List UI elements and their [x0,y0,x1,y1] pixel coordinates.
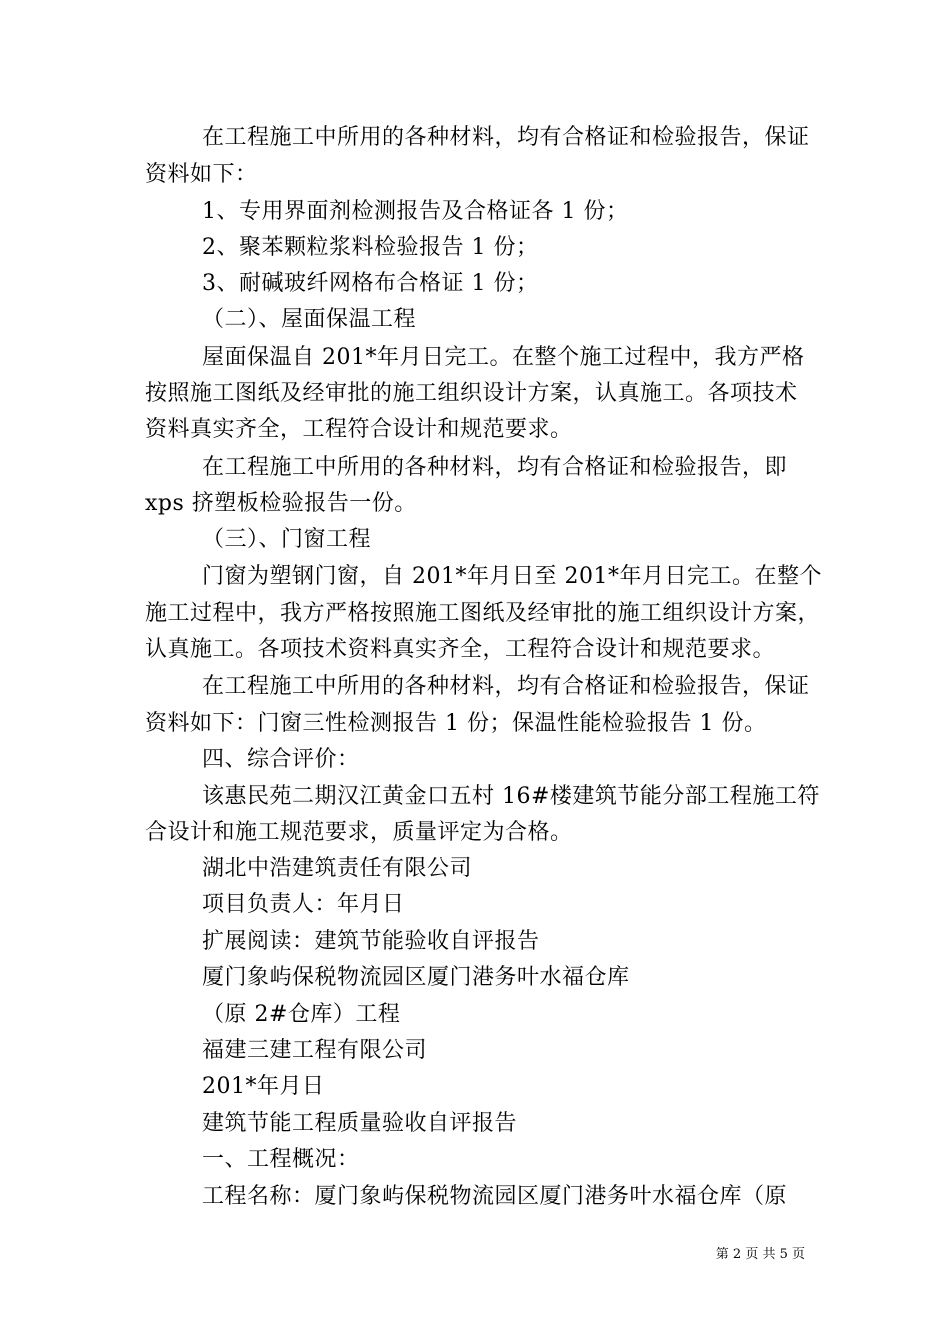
section-heading: （二）、屋面保温工程 [202,307,417,332]
project-title: 厦门象屿保税物流园区厦门港务叶水福仓库 [202,965,630,990]
list-item: 2、聚苯颗粒浆料检验报告 1 份； [202,235,539,260]
paragraph-line: 在工程施工中所用的各种材料，均有合格证和检验报告，即 [202,455,788,480]
paragraph-line: 资料如下：门窗三性检测报告 1 份；保温性能检验报告 1 份。 [145,711,767,736]
paragraph-line: 合设计和施工规范要求，质量评定为合格。 [145,820,573,845]
paragraph-line: 认真施工。各项技术资料真实齐全，工程符合设计和规范要求。 [145,637,776,662]
company-name: 湖北中浩建筑责任有限公司 [202,856,473,881]
paragraph-line: 在工程施工中所用的各种材料，均有合格证和检验报告，保证 [202,125,810,150]
paragraph-line: 门窗为塑钢门窗，自 201*年月日至 201*年月日完工。在整个 [202,564,822,589]
page-number: 第 2 页 共 5 页 [715,1247,805,1262]
paragraph-line: xps 挤塑板检验报告一份。 [145,491,417,516]
section-heading: 四、综合评价： [202,747,360,772]
project-title: （原 2#仓库）工程 [202,1002,401,1027]
list-item: 3、耐碱玻纤网格布合格证 1 份； [202,271,539,296]
date-line: 201*年月日 [202,1074,325,1099]
paragraph-line: 资料真实齐全，工程符合设计和规范要求。 [145,417,573,442]
section-heading: （三）、门窗工程 [202,527,372,552]
paragraph-line: 在工程施工中所用的各种材料，均有合格证和检验报告，保证 [202,674,810,699]
company-name: 福建三建工程有限公司 [202,1038,428,1063]
signature-line: 项目负责人：年月日 [202,892,405,917]
extended-reading-title: 扩展阅读：建筑节能验收自评报告 [202,929,540,954]
paragraph-line: 资料如下： [145,162,258,187]
list-item: 1、专用界面剂检测报告及合格证各 1 份； [202,199,629,224]
section-heading: 一、工程概况： [202,1147,360,1172]
paragraph-line: 工程名称：厦门象屿保税物流园区厦门港务叶水福仓库（原 [202,1184,788,1209]
report-title: 建筑节能工程质量验收自评报告 [202,1111,518,1136]
paragraph-line: 该惠民苑二期汉江黄金口五村 16#楼建筑节能分部工程施工符 [202,784,820,809]
paragraph-line: 施工过程中，我方严格按照施工图纸及经审批的施工组织设计方案， [145,601,821,626]
paragraph-line: 屋面保温自 201*年月日完工。在整个施工过程中，我方严格 [202,345,805,370]
paragraph-line: 按照施工图纸及经审批的施工组织设计方案，认真施工。各项技术 [145,381,798,406]
